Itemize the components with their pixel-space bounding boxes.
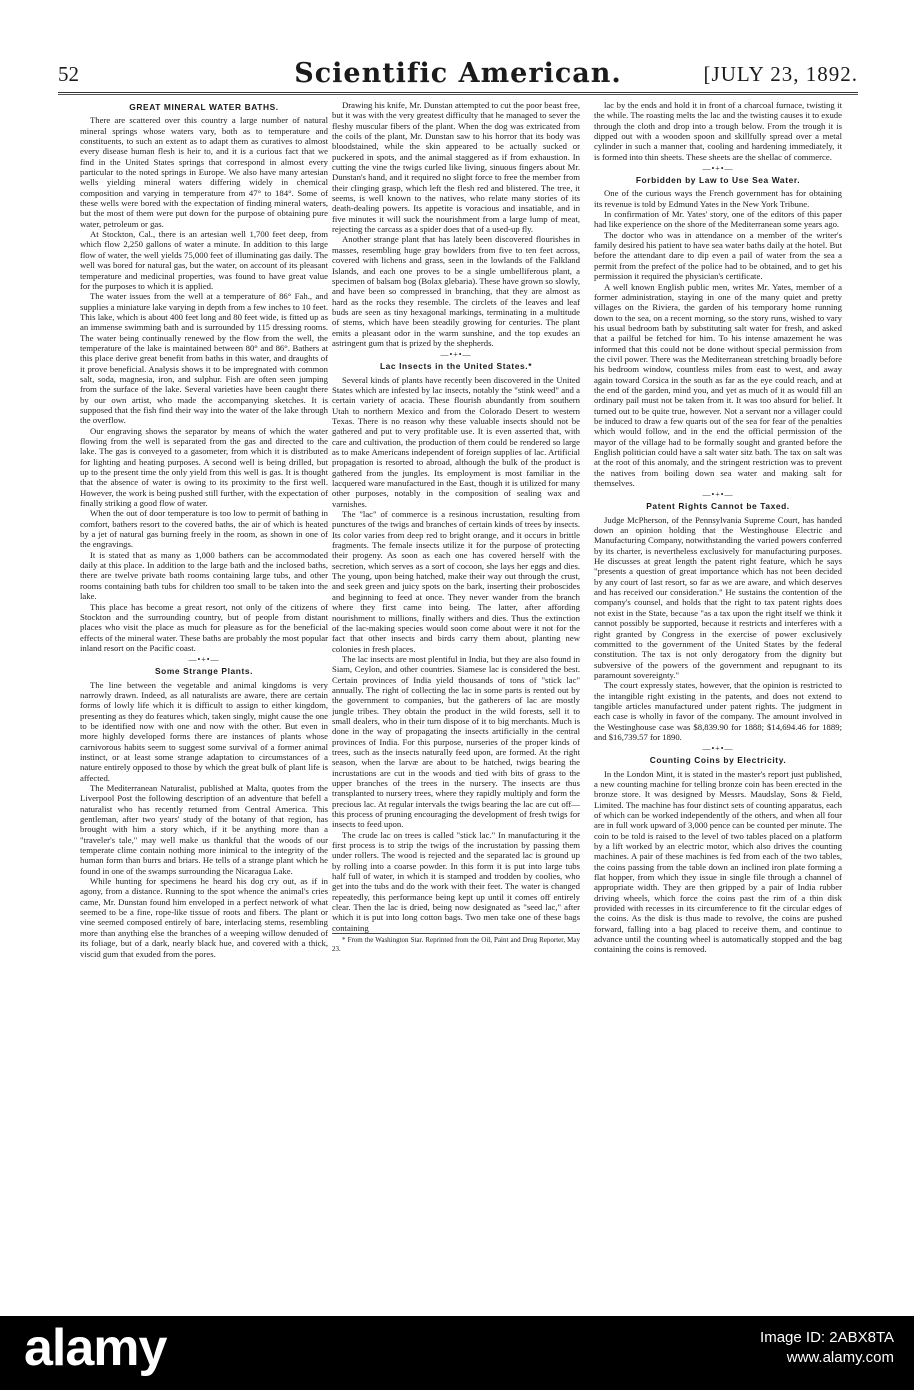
- article-paragraph: The doctor who was in attendance on a member of the writer's family desired his patient to have sea water baths daily at the hotel. But before the attendant dare to dip even a pail of water from the sea a permit from the prefect of the police had to be obtained, and to get his permission it required the physician's certificate.: [594, 229, 842, 282]
- article-heading: Counting Coins by Electricity.: [649, 755, 787, 766]
- section-divider-ornament: —•+•—: [702, 164, 734, 174]
- article-heading: GREAT MINERAL WATER BATHS.: [129, 102, 279, 112]
- masthead: [58, 58, 858, 92]
- article-paragraph: The court expressly states, however, that the opinion is restricted to the intangible right existing in the patents, and does not extend to tangible articles manufactured under patent rights. The judgment in each case is wholly in favor of the company. The amount involved in the Westinghouse case was $8,839.90 for 1888; $14,694.46 for 1889; and $16,739.57 for 1890.: [594, 680, 842, 742]
- article-heading: Forbidden by Law to Use Sea Water.: [635, 175, 801, 186]
- article-paragraph: lac by the ends and hold it in front of a charcoal furnace, twisting it the while. The roasting melts the lac and the twisting causes it to exude through the cloth and drop into a trough below. From the trough it is dipped out with a wooden spoon and skillfully spread over a metal cylinder in such a manner that, cooling and hardening immediately, it is formed into thin sheets. These sheets are the shellac of commerce.: [594, 100, 842, 162]
- section-divider-ornament: —•+•—: [702, 744, 734, 754]
- article-paragraph: Another strange plant that has lately been discovered flourishes in masses, resembling huge gray bowlders from five to ten feet across, covered with lichens and grass, seen in the lowlands of the Falkland Islands, and each one proves to be a single umbelliferous plant, a specimen of balsam bog (Bolax glebaria). These have grown so slowly, and have been so compressed in branching, that they are almost as hard as the rocks they resemble. The circlets of the leaves and leaf buds are seen as tiny hexagonal markings, terminating in a multitude of stems, which have been steadily growing for centuries. The plant emits a pleasant odor in the warm sunshine, and the top exudes an astringent gum that is prized by the shepherds.: [332, 234, 580, 348]
- article-paragraph: The water issues from the well at a temperature of 86° Fah., and supplies a miniature lake varying in depth from a few inches to 10 feet. This lake, which is about 400 feet long and 80 feet wide, is fitted up as an immense swimming bath and is surrounded by 115 dressing rooms. The water being continually renewed by the flow from the well, the temperature of the lake is maintained between 80° and 86°. Bathers at this place derive great benefit from baths in this water, and draughts of it prove beneficial. Analysis shows it to be impregnated with common salt, soda, magnesia, iron, and sulphur. Fish are often seen jumping from the surface of the lake. Several varieties have been caught there by our own artist, who made the accompanying sketches. It is supposed that the fish find their way into the water of the lake through the overflow.: [80, 291, 328, 426]
- issue-date: [JULY 23, 1892.: [703, 62, 858, 86]
- section-divider-ornament: —•+•—: [702, 490, 734, 500]
- column-2: [332, 100, 580, 1348]
- masthead-rule-secondary: [58, 94, 858, 95]
- stock-url: www.alamy.com: [786, 1349, 894, 1366]
- article-paragraph: It is stated that as many as 1,000 bathers can be accommodated daily at this place. In addition to the large bath and the inclosed baths, there are twelve private bath rooms containing large tubs, and other rooms containing bath tubs for children too small to be taken into the lake.: [80, 549, 328, 602]
- stock-info: [760, 1328, 894, 1368]
- publication-title: Scientific American.: [294, 58, 622, 89]
- column-3: [594, 100, 842, 1348]
- article-paragraph: There are scattered over this country a large number of natural mineral springs whose waters vary, both as to temperature and constituents, to such an extent as to adapt them as curatives to almost every disease human flesh is heir to, and it is a curious fact that we find in the United States springs that correspond in almost every particular to the noted springs in Europe. We also have many artesian wells yielding mineral waters differing widely in chemical composition and varying in temperature from 47° to 184°. Some of these wells were bored with the expectation of finding mineral waters, but the most of them were put down for the purpose of obtaining pure water, petroleum or gas.: [80, 115, 328, 229]
- article-paragraph: Judge McPherson, of the Pennsylvania Supreme Court, has handed down an opinion holding that the Westinghouse Electric and Manufacturing Company, notwithstanding the varied powers conferred by its charter, is nevertheless exclusively for manufacturing purposes. He discusses at great length the patent right feature, which he says "presents a question of great importance which has not been decided by any court of last resort, so far as we are aware, and which deserves and has received our consideration." He sustains the contention of the company's counsel, and holds that the right to tax patent rights does not exist in the State, because "as a tax upon the right itself we think it cannot possibly be supported, because it restricts and interferes with a right granted by Congress in the exercise of power exclusively committed to the government of the United States by the federal constitution. The tax is not only derogatory from the dignity but subversive of the powers of the government and repugnant to its paramount sovereignty.": [594, 514, 842, 680]
- column-1: [80, 100, 328, 1348]
- article-paragraph: While hunting for specimens he heard his dog cry out, as if in agony, from a distance. Running to the spot whence the animal's cries came, Mr. Dunstan found him enveloped in a perfect network of what seemed to be a fine, rope-like tissue of roots and fibers. The plant or vine seemed composed entirely of bare, interlacing stems, resembling more than anything else the branches of a weeping willow denuded of its foliage, but of a dark, nearly black hue, and covered with a thick, viscid gum that exuded from the pores.: [80, 876, 328, 959]
- masthead-rule: [58, 92, 858, 93]
- article-heading: Some Strange Plants.: [154, 666, 254, 677]
- article-heading: Lac Insects in the United States.*: [379, 361, 533, 372]
- article-heading: Patent Rights Cannot be Taxed.: [646, 501, 790, 512]
- article-paragraph: Our engraving shows the separator by means of which the water flowing from the well is separated from the gas and directed to the lake. The gas is conveyed to a gasometer, from which it is distributed for lighting and heating purposes. A second well is being drilled, but up to the present time the only yield from this well is gas. It is thought that the absence of water is owing to its proximity to the first well. However, the work is being pushed still further, with the expectation of finally striking a good flow of water.: [80, 425, 328, 509]
- article-paragraph: The Mediterranean Naturalist, published at Malta, quotes from the Liverpool Post the following description of an adventure that befell a naturalist who has recently returned from Central America. This gentleman, after two years' study of the botany of that region, has brought with him a story which, if it be anything more than a "traveler's tale," may well make us thankful that the woods of our temperate clime contain nothing more inimical to the integrity of the human form than burrs and briars. He tells of a strange plant which he found in one of the swamps surrounding the Nicaragua Lake.: [80, 783, 328, 876]
- section-divider-ornament: —•+•—: [440, 350, 472, 360]
- article-paragraph: The "lac" of commerce is a resinous incrustation, resulting from punctures of the twigs and branches of certain kinds of trees by insects. Its color varies from deep red to bright orange, and it occurs in brittle fragments. The female insects utilize it for the purpose of protecting their progeny. As soon as each one has covered herself with the secretion, which serves as a sort of cocoon, she lays her eggs and dies. The young, upon being hatched, make their way out through the crust, and seek green and juicy spots on the bark, inserting their proboscides and beginning to feed at once. They never wander from the branch where they first came into being. The latter, after affording nourishment to millions, finally withers and dies. Thus the extinction of the lac-making species would soon come about were it not for the fact that other insects and birds carry them about, planting new colonies in fresh places.: [332, 509, 580, 654]
- stock-image-id: Image ID: 2ABX8TA: [760, 1329, 894, 1346]
- article-paragraph: A well known English public men, writes Mr. Yates, member of a former administration, staying in one of the many quiet and pretty villages on the Riviera, the garden of his temporary home running down to the sea, on a recent morning, so the story runs, wished to vary his usual bedroom bath by substituting salt water for fresh, and asked that a pailful be fetched for him. To his intense amazement he was informed that this could not be done without special permission from the civil power. There was the Mediterranean stretching broadly before his bedroom window, countless miles from east to west, and away again toward Corsica in the south as far as the eye could reach, and at the end of the garden, mind you, and yet as much of it as would fill an ordinary pail must not be taken from it. It was too absurd for belief. It turned out to be quite true, however. Not a servant nor a villager could be induced to draw a few quarts out of the sea for fear of the penalties which would follow, and in the end the official permission of the mayor of the village had to be formally sought and granted before the English politician could have a salt water sitz bath. The tax on salt was at the root of this anomaly, and the stringent restriction was to prevent the natives from boiling down sea water and making salt for themselves.: [594, 281, 842, 489]
- article-paragraph: The crude lac on trees is called "stick lac." In manufacturing it the first process is to strip the twigs of the incrustation by passing them under rollers. The wood is rejected and the separated lac is ground up by rolling into a coarse powder. In this form it is put into large tubs half full of water, in which it is stamped and trodden by coolies, who get into the tubs and do the work with their feet. The water is changed repeatedly, this performance being kept up until it comes off entirely clear. Then the lac is dried, being now designated as "seed lac," after which it is put into long cotton bags. Two men take one of these bags containing: [332, 829, 580, 933]
- stock-banner: [0, 1316, 914, 1390]
- article-paragraph: In the London Mint, it is stated in the master's report just published, a new counting machine for telling bronze coin has been erected in the bronze store. It was designed by Messrs. Maudslay, Sons & Field, Limited. The machine has four distinct sets of counting apparatus, each of which can be worked independently of the others, and when all four are in full work upward of 3,000 pence can be counted per minute. The coin to be told is raised to the level of two tables placed on a platform by a lift worked by an electric motor, which also drives the counting machines. A pair of these machines is fed from each of the two tables, the coins passing from the table down an inclined iron plate forming a flat hopper, from which they issue in single file through a channel of appropriate width. They are then gripped by a pair of India rubber driving wheels, which force the coins past the rim of a thin disk provided with recesses in its circumference to fit the circular edges of the coins. As the disk is thus made to revolve, the coins are pushed forward, falling into a bag placed to receive them, and continue to advance until the counting wheel is automatically stopped and the bag containing the coins is removed.: [594, 768, 842, 955]
- section-divider-ornament: —•+•—: [188, 655, 220, 665]
- article-paragraph: When the out of door temperature is too low to permit of bathing in comfort, bathers resort to the covered baths, the air of which is heated by a jet of natural gas burning freely in the room, as shown in one of the engravings.: [80, 508, 328, 550]
- article-paragraph: In confirmation of Mr. Yates' story, one of the editors of this paper had like experience on the shore of the Mediterranean some years ago.: [594, 209, 842, 230]
- article-paragraph: At Stockton, Cal., there is an artesian well 1,700 feet deep, from which flow 2,250 gallons of water a minute. In addition to this large flow of water, the well yields 75,000 feet of illuminating gas daily. The well was bored for natural gas, but the water, on account of its pleasant temperature and medicinal properties, was found to have great value for the purposes to which it is applied.: [80, 229, 328, 291]
- stock-brand-logo: alamy: [24, 1319, 167, 1377]
- article-paragraph: The lac insects are most plentiful in India, but they are also found in Siam, Ceylon, and other countries. Siamese lac is considered the best. Certain provinces of India yield thousands of tons of "stick lac" annually. The right of collecting the lac in some parts is rented out by the government to companies, but the gatherers of lac are mostly jungle tribes. They obtain the product in the wild forests, sell it to small dealers, who in their turn dispose of it to big merchants. Much is done in the way of propagating the insects artificially in the central provinces of India. For this purpose, nurseries of the proper kinds of trees, such as the insects naturally feed upon, are formed. At the right season, when the larvæ are about to be hatched, twigs bearing the incrustations are cut in the woods and tied with bits of grass to the upper branches of the trees in the nursery. The insects are thus transplanted to nursery trees, where they rapidly multiply and form the precious lac. At regular intervals the twigs bearing the lac are cut off—this process of pruning encouraging the development of fresh twigs for insects to feed upon.: [332, 653, 580, 830]
- article-paragraph: Several kinds of plants have recently been discovered in the United States which are infested by lac insects, notably the "stink weed" and a certain variety of acacia. These flourish abundantly from southern Utah to northern Mexico and from the Colorado Desert to western Texas. There is no reason why these valuable insects should not be gathered and put to very profitable use. It is even asserted that, with care and cultivation, the production of them could be rendered so large as to make Americans independent of foreign supplies of lac. Artificial propagation is resorted to abroad, although the bulk of the product is gathered from the jungles. Its employment is most familiar in the lacquered ware manufactured in the East, though it is utilized for many other purposes, notably in the composition of sealing wax and varnishes.: [332, 374, 580, 509]
- footnote: * From the Washington Star. Reprinted from the Oil, Paint and Drug Reporter, May 23.: [332, 933, 580, 953]
- article-paragraph: The line between the vegetable and animal kingdoms is very narrowly drawn. Indeed, as all naturalists are aware, there are certain forms of lowly life which it is difficult to assign to either kingdom, presenting as they do features which, taken singly, might cause the one to be identified now with one and now with the other. But even in more highly developed forms there are instances of plants whose carnivorous habits seem to suggest some survival of a former animal instinct, or at least some strange adaptation to circumstances of a nature entirely opposed to those by which the great bulk of plant life is affected.: [80, 679, 328, 783]
- page-number: 52: [58, 62, 79, 86]
- article-paragraph: This place has become a great resort, not only of the citizens of Stockton and the surrounding country, but of people from distant places who visit the place as much for pleasure as for the beneficial effects of the mineral water. These baths are probably the most popular inland resort on the Pacific coast.: [80, 601, 328, 653]
- article-paragraph: Drawing his knife, Mr. Dunstan attempted to cut the poor beast free, but it was with the very greatest difficulty that he managed to sever the fleshy muscular fibers of the plant. When the dog was extricated from the coils of the plant, Mr. Dunstan saw to his horror that its body was bloodstained, while the skin appeared to be actually sucked or puckered in spots, and the animal staggered as if from exhaustion. In cutting the vine the twigs curled like living, sinuous fingers about Mr. Dunstan's hand, and it required no slight force to free the member from their clinging grasp, which left the flesh red and blistered. The tree, it seems, is well known to the natives, who relate many stories of its death-dealing powers. Its appetite is voracious and insatiable, and in five minutes it will suck the nourishment from a large lump of meat, rejecting the carcass as a spider does that of a used-up fly.: [332, 100, 580, 235]
- article-paragraph: One of the curious ways the French government has for obtaining its revenue is told by Edmund Yates in the New York Tribune.: [594, 188, 842, 209]
